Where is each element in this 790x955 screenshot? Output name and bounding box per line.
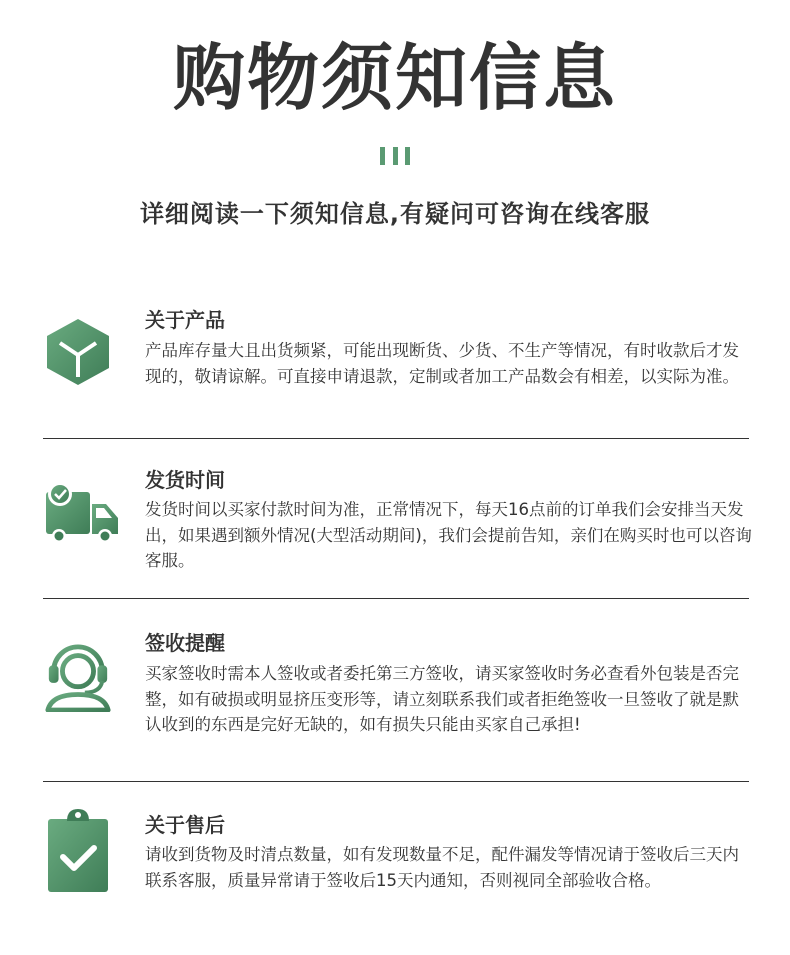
section-body: 请收到货物及时清点数量，如有发现数量不足，配件漏发等情况请于签收后三天内联系客服，质量异常请于签收后15天内通知，否则视同全部验收合格。 xyxy=(145,845,739,890)
clipboard-check-icon xyxy=(47,807,109,893)
section-title: 发货时间 xyxy=(145,468,225,492)
title-decoration xyxy=(380,147,410,165)
box-icon xyxy=(45,317,111,387)
divider xyxy=(43,781,749,782)
section-body: 产品库存量大且出货频紧，可能出现断货、少货、不生产等情况，有时收款后才发现的，敬请谅解。可直接申请退款，定制或者加工产品数会有相差，以实际为准。 xyxy=(145,341,739,386)
section-body: 买家签收时需本人签收或者委托第三方签收，请买家签收时务必查看外包装是否完整，如有破损或明显挤压变形等，请立刻联系我们或者拒绝签收一旦签收了就是默认收到的东西是完好无缺的，如有损失只能由买家自己承担! xyxy=(145,664,739,734)
divider xyxy=(43,438,749,439)
page-subtitle: 详细阅读一下须知信息,有疑问可咨询在线客服 xyxy=(139,200,651,228)
section-title: 关于产品 xyxy=(145,308,225,332)
customer-service-icon xyxy=(43,642,113,712)
divider xyxy=(43,598,749,599)
section-title: 关于售后 xyxy=(145,813,225,837)
page-title: 购物须知信息 xyxy=(172,36,617,120)
delivery-truck-icon xyxy=(42,478,120,548)
section-body: 发货时间以买家付款时间为准，正常情况下，每天16点前的订单我们会安排当天发出，如果遇到额外情况(大型活动期间)，我们会提前告知，亲们在购买时也可以咨询客服。 xyxy=(145,500,752,570)
section-title: 签收提醒 xyxy=(145,631,225,655)
